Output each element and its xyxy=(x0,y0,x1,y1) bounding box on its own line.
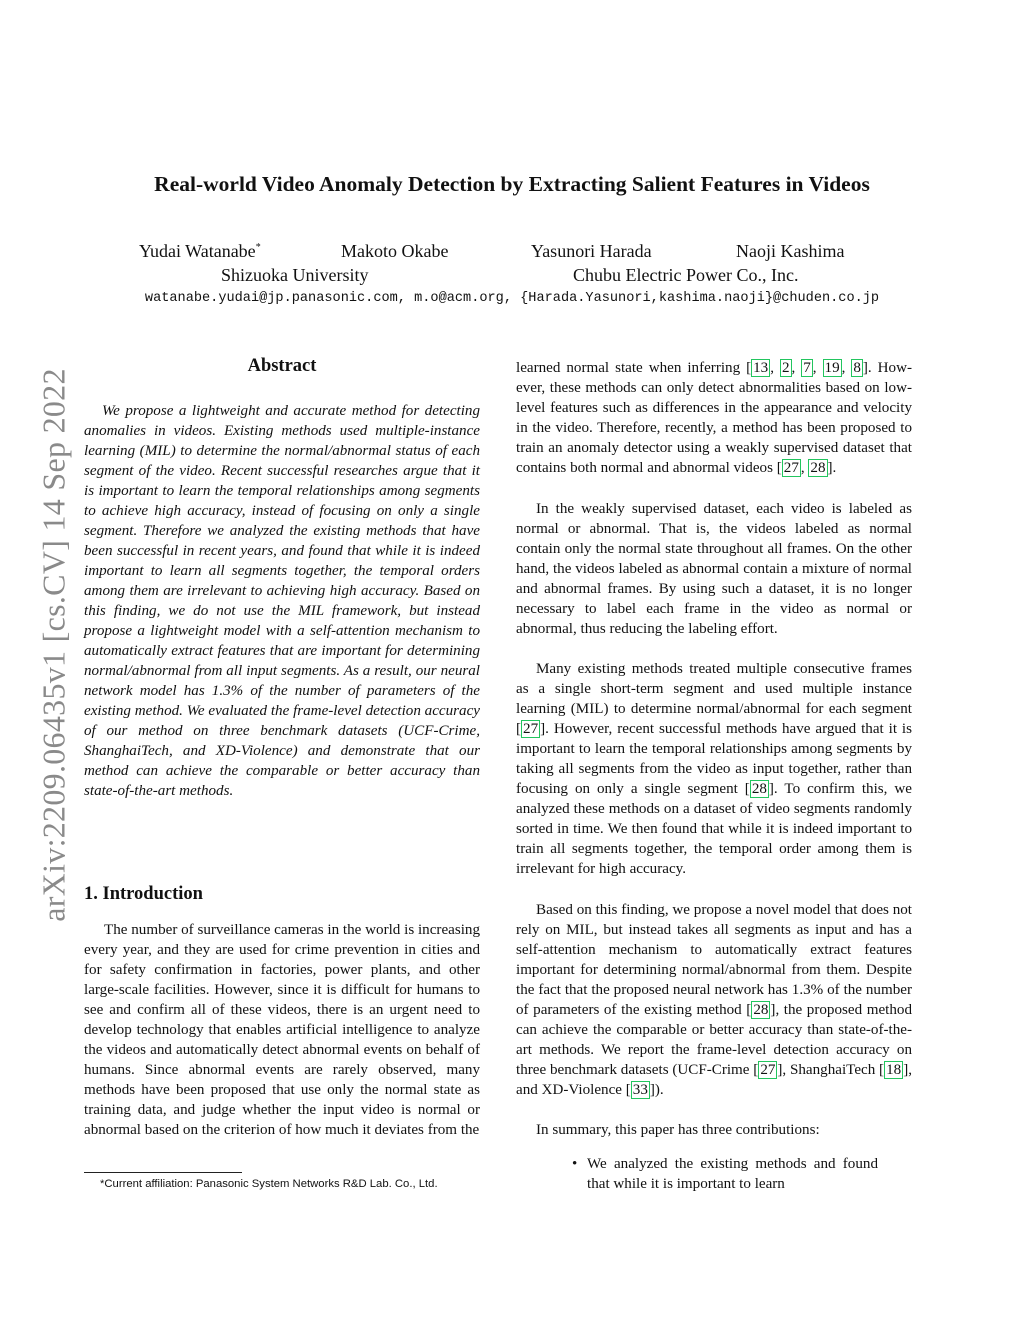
abstract-heading: Abstract xyxy=(247,356,317,376)
citation-link[interactable]: 33 xyxy=(632,1082,648,1098)
citation-link[interactable]: 27 xyxy=(523,721,539,737)
author-2: Makoto Okabe xyxy=(341,241,449,261)
author-emails: watanabe.yudai@jp.panasonic.com, m.o@acm.org, {Harada.Yasunori,kashima.naoji}@chuden.co.jp xyxy=(144,291,880,306)
paper-title: Real-world Video Anomaly Detection by Extracting Salient Features in Videos xyxy=(154,172,870,196)
right-paragraph-4: Based on this finding, we propose a novel model that does not rely on MIL, but instead takes all segments as input and has a self-attention mechanism to automatically extract features important for determining normal/abnormal from them. Despite the fact that the proposed neural network has 1.3% of the number of parameters of the existing method [ 28 ], the proposed method can achieve the comparable or better accuracy than state-of-the-art methods. We report the frame-level detection accuracy on three benchmark datasets (UCF-Crime [ 27 ], ShanghaiTech [ 18 ], and XD-Violence [ 33 ]). xyxy=(516,902,912,1098)
citation-link[interactable]: 7 xyxy=(803,360,811,376)
author-4: Naoji Kashima xyxy=(736,241,845,261)
contribution-bullet-1: We analyzed the existing methods and found that while it is important to learn xyxy=(587,1156,878,1192)
footnote-rule xyxy=(84,1172,242,1173)
citation-link[interactable]: 28 xyxy=(753,1002,769,1018)
citation-link[interactable]: 27 xyxy=(783,460,799,476)
right-paragraph-1: learned normal state when inferring [ 13 , 2 , 7 , 19 , 8 ]. However, these methods can only detect abnormalities based on low-level features such as differences in the appearance and velocity in the video. Therefore, recently, a method has been proposed to train an anomaly detector using a weakly supervised dataset that contains both normal and abnormal videos [ 27 , 28 ]. xyxy=(516,360,913,476)
right-paragraph-2: In the weakly supervised dataset, each video is labeled as normal or abnormal. That is, the videos labeled as normal contain only the normal state throughout all frames. On the other hand, the videos labeled as abnormal contain a mixture of normal and abnormal frames. By using such a dataset, it is no longer necessary to label each frame in the video as normal or abnormal, thus reducing the labeling effort. xyxy=(516,501,912,637)
affiliation-2: Chubu Electric Power Co., Inc. xyxy=(573,265,799,285)
citation-link[interactable]: 18 xyxy=(886,1062,902,1078)
intro-paragraph-1: The number of surveillance cameras in the world is increasing every year, and they are used for crime prevention in cities and for safety confirmation in factories, power plants, and other large-scale facilities. However, since it is difficult for humans to see and confirm all of these videos, there is an urgent need to develop technology that enables artificial intelligence to analyze the videos and automatically detect abnormal events on behalf of humans. Since abnormal events are rarely observed, many methods have been proposed that use only the normal state as training data, and judge whether the input video is normal or abnormal based on the criterion of how much it deviates from the xyxy=(84,922,480,1138)
citation-link[interactable]: 28 xyxy=(751,781,767,797)
right-paragraph-5: In summary, this paper has three contributions: xyxy=(536,1122,820,1138)
author-1: Yudai Watanabe* xyxy=(139,241,261,261)
bullet-marker: • xyxy=(572,1156,578,1172)
citation-link[interactable]: 28 xyxy=(810,460,826,476)
citation-link[interactable]: 27 xyxy=(760,1062,776,1078)
citation-link[interactable]: 13 xyxy=(753,360,769,376)
citation-link[interactable]: 2 xyxy=(781,360,790,376)
right-paragraph-3: Many existing methods treated multiple consecutive frames as a single short-term segment and used multiple instance learning (MIL) to determine normal/abnormal for each segment [ 27 ]. However, recent successful methods have argued that it is important to learn the temporal relationships among segments by taking all segments from the video as input together, rather than focusing on only a single segment [ 28 ]. To confirm this, we analyzed these methods on a dataset of video segments randomly sorted in time. We then found that while it is indeed important to train all segments together, the temporal order among them is irrelevant for high accuracy. xyxy=(516,661,912,877)
abstract-text: We propose a lightweight and accurate method for detecting anomalies in videos. Existing methods used multiple-instance learning (MIL) to determine the normal/abnormal status of each segment of the video. Recent successful researches argue that it is important to learn the temporal relationships among segments to achieve high accuracy, instead of focusing on only a single segment. Therefore we analyzed the existing methods that have been successful in recent years, and found that while it is indeed important to learn all segments together, the temporal orders among them are irrelevant to achieving high accuracy. Based on this finding, we do not use the MIL framework, but instead propose a lightweight model with a self-attention mechanism to automatically extract features that are important for determining normal/abnormal from all input segments. As a result, our neural network model has 1.3% of the number of parameters of the existing method. We evaluated the frame-level detection accuracy of our method on three benchmark datasets (UCF-Crime, ShanghaiTech, and XD-Violence) and demonstrate that our method can achieve the comparable or better accuracy than state-of-the-art methods. xyxy=(84,403,480,799)
section-heading-introduction: 1. Introduction xyxy=(84,884,203,904)
footnote: *Current affiliation: Panasonic System Networks R&D Lab. Co., Ltd. xyxy=(100,1178,438,1190)
affiliation-1: Shizuoka University xyxy=(221,265,369,285)
citation-link[interactable]: 19 xyxy=(824,360,840,376)
author-3: Yasunori Harada xyxy=(531,241,652,261)
arxiv-identifier: arXiv:2209.06435v1 [cs.CV] 14 Sep 2022 xyxy=(35,368,72,922)
citation-link[interactable]: 8 xyxy=(853,360,861,376)
